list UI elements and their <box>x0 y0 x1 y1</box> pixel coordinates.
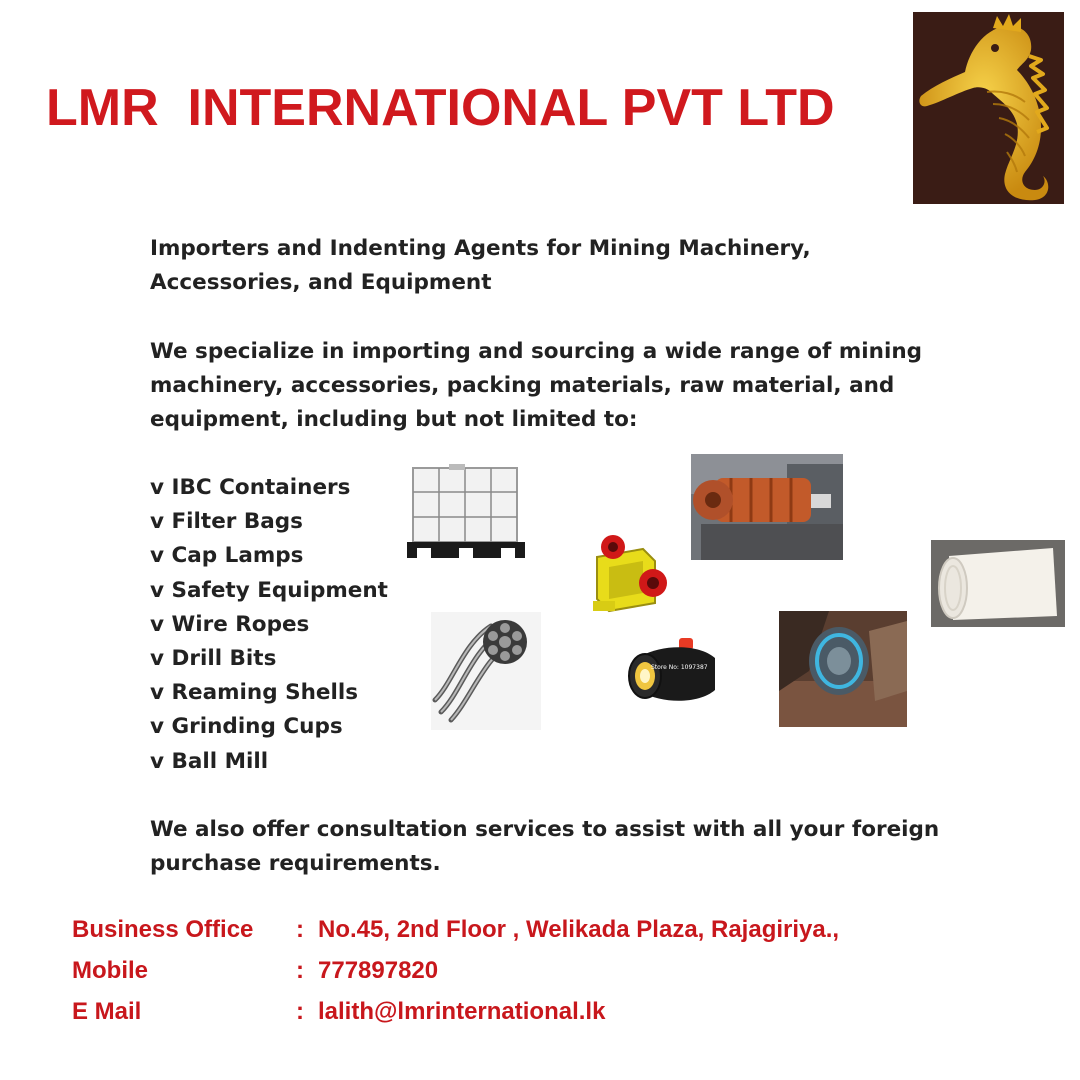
company-logo <box>913 12 1064 204</box>
email-separator: : <box>296 998 304 1025</box>
office-separator: : <box>296 916 304 943</box>
cap-lamp-image <box>623 634 723 718</box>
company-title: LMR INTERNATIONAL PVT LTD <box>46 79 835 137</box>
wire-rope-image <box>431 612 541 730</box>
list-item: v Filter Bags <box>150 509 303 535</box>
product-list <box>150 471 388 779</box>
list-item: v IBC Containers <box>150 475 351 500</box>
list-item: v Safety Equipment <box>150 577 388 603</box>
consultation-paragraph: We also offer consultation services to assist with all your foreign purchase requirements. <box>150 817 940 876</box>
grinding-cup-image <box>779 611 907 727</box>
email-label: E Mail <box>72 998 142 1025</box>
filter-bag-image <box>931 540 1065 627</box>
list-item: v Cap Lamps <box>150 543 304 569</box>
mobile-separator: : <box>296 957 304 984</box>
list-item: v Drill Bits <box>150 646 277 672</box>
list-item: v Ball Mill <box>150 748 269 774</box>
mobile-label: Mobile <box>72 957 148 984</box>
office-address: No.45, 2nd Floor , Welikada Plaza, Rajagiriya., <box>318 916 840 943</box>
jaw-crusher-image <box>585 527 673 617</box>
ibc-container-image <box>405 462 527 564</box>
intro-paragraph: We specialize in importing and sourcing a wide range of mining machinery, accessories, packing materials, raw material, and equipment, including but not limited to: <box>150 339 923 432</box>
seahorse-icon <box>913 12 1064 204</box>
list-item: v Reaming Shells <box>150 680 359 706</box>
mobile-number[interactable]: 777897820 <box>318 957 439 984</box>
office-label: Business Office <box>72 916 254 943</box>
ball-mill-image <box>691 454 843 560</box>
tagline: Importers and Indenting Agents for Mining Machinery, Accessories, and Equipment <box>150 236 811 295</box>
list-item: v Grinding Cups <box>150 714 343 740</box>
cap-lamp-watermark: Store No: 1097387 <box>651 664 708 671</box>
email-address[interactable]: lalith@lmrinternational.lk <box>318 998 606 1025</box>
list-item: v Wire Ropes <box>150 611 310 637</box>
